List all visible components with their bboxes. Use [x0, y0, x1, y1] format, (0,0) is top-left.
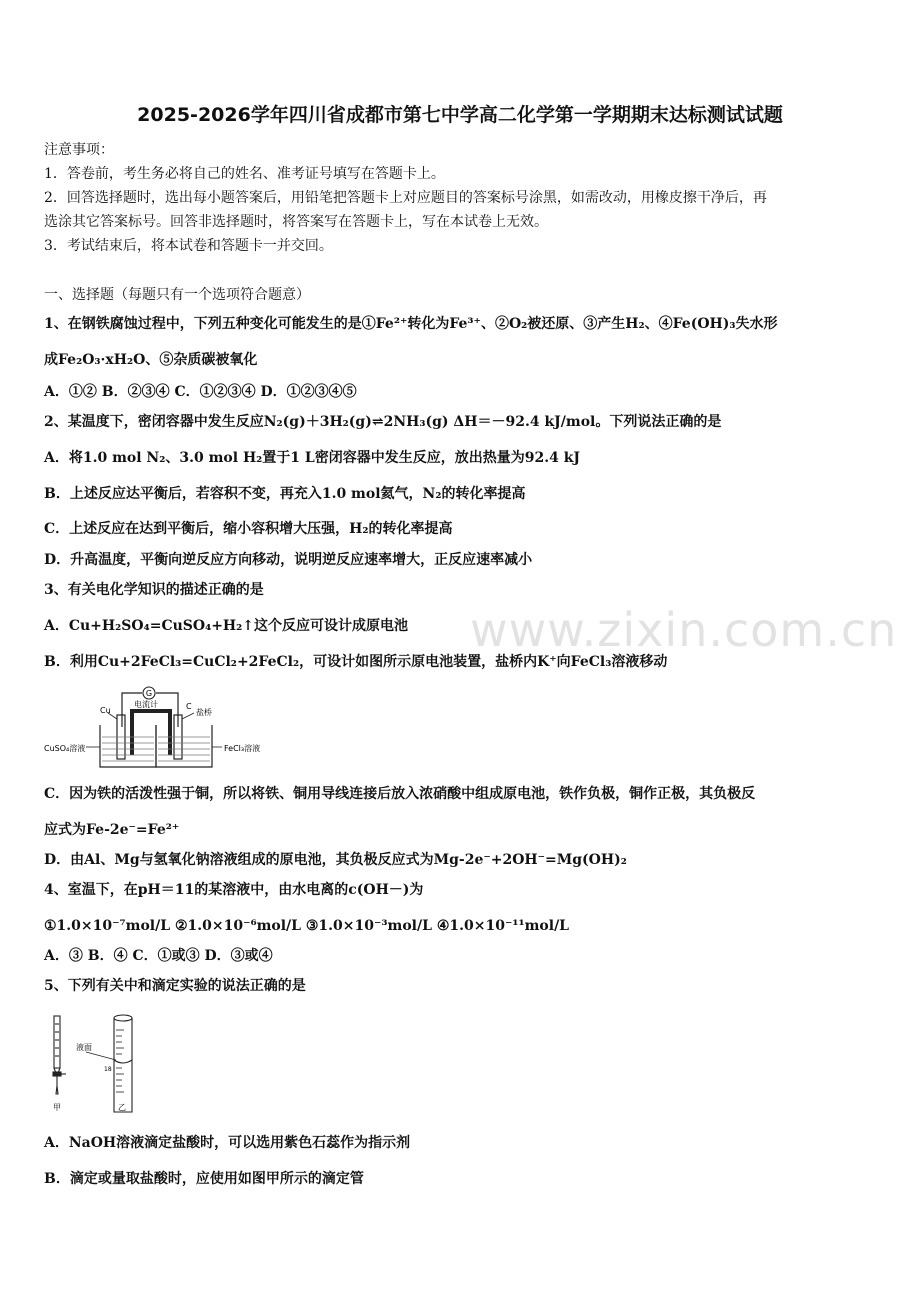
q3-option-c: C．因为铁的活泼性强于铜，所以将铁、铜用导线连接后放入浓硝酸中组成原电池，铁作负极，铜作正极，其负极反 [44, 786, 756, 802]
notice-item: 1．答卷前，考生务必将自己的姓名、准考证号填写在答题卡上。 [44, 166, 445, 182]
q1-stem-cont: 成Fe₂O₃·xH₂O、⑤杂质碳被氧化 [44, 352, 258, 368]
q3-option-b: B．利用Cu+2FeCl₃=CuCl₂+2FeCl₂，可设计如图所示原电池装置，盐桥内K⁺向FeCl₃溶液移动 [44, 654, 668, 670]
q1-stem: 1、在钢铁腐蚀过程中，下列五种变化可能发生的是①Fe²⁺转化为Fe³⁺、②O₂被还原、③产生H₂、④Fe(OH)₃失水形 [44, 316, 778, 332]
left-solution-label: CuSO₄溶液 [44, 744, 86, 753]
q5-option-a: A．NaOH溶液滴定盐酸时，可以选用紫色石蕊作为指示剂 [44, 1135, 411, 1151]
galvanometer-label: G [145, 689, 153, 698]
meter-label: 电流计 [134, 700, 158, 709]
q3-stem: 3、有关电化学知识的描述正确的是 [44, 582, 264, 598]
c-label: C [186, 702, 192, 711]
q4-options: A．③ B．④ C．①或③ D．③或④ [44, 948, 273, 964]
q3-option-d: D．由Al、Mg与氢氧化钠溶液组成的原电池，其负极反应式为Mg-2e⁻+2OH⁻=Mg(OH)₂ [44, 852, 627, 868]
q1-options: A．①② B．②③④ C．①②③④ D．①②③④⑤ [44, 384, 357, 400]
q3-option-c-cont: 应式为Fe-2e⁻=Fe²⁺ [44, 822, 180, 838]
q2-stem: 2、某温度下，密闭容器中发生反应N₂(g)＋3H₂(g)⇌2NH₃(g) ΔH＝－92.4 kJ/mol。下列说法正确的是 [44, 414, 722, 430]
q4-stem: 4、室温下，在pH＝11的某溶液中，由水电离的c(OH－)为 [44, 882, 424, 898]
q2-option-d: D．升高温度，平衡向逆反应方向移动，说明逆反应速率增大，正反应速率减小 [44, 552, 533, 568]
page-title: 2025-2026学年四川省成都市第七中学高二化学第一学期期末达标测试试题 [137, 104, 783, 126]
burette-figure [44, 1010, 154, 1118]
q5-option-b: B．滴定或量取盐酸时，应使用如图甲所示的滴定管 [44, 1171, 364, 1187]
notice-item: 3．考试结束后，将本试卷和答题卡一并交回。 [44, 238, 333, 254]
scale-mark: 18 [104, 1066, 112, 1073]
bridge-label: 盐桥 [196, 708, 212, 717]
cu-label: Cu [100, 706, 111, 715]
q4-choices: ①1.0×10⁻⁷mol/L ②1.0×10⁻⁶mol/L ③1.0×10⁻³mol/L ④1.0×10⁻¹¹mol/L [44, 918, 570, 934]
right-solution-label: FeCl₃溶液 [224, 744, 261, 753]
notice-item: 选涂其它答案标号。回答非选择题时，将答案写在答题卡上，写在本试卷上无效。 [44, 214, 548, 230]
q2-option-b: B．上述反应达平衡后，若容积不变，再充入1.0 mol氦气，N₂的转化率提高 [44, 486, 526, 502]
q2-option-a: A．将1.0 mol N₂、3.0 mol H₂置于1 L密闭容器中发生反应，放出热量为92.4 kJ [44, 450, 581, 466]
jia-label: 甲 [53, 1103, 61, 1112]
q2-option-c: C．上述反应在达到平衡后，缩小容积增大压强，H₂的转化率提高 [44, 521, 453, 537]
watermark: www.zixin.com.cn [470, 603, 898, 657]
galvanic-cell-figure [44, 685, 264, 775]
q3-option-a: A．Cu+H₂SO₄=CuSO₄+H₂↑这个反应可设计成原电池 [44, 618, 409, 634]
section-heading: 一、选择题（每题只有一个选项符合题意） [44, 287, 310, 303]
notice-item: 2．回答选择题时，选出每小题答案后，用铅笔把答题卡上对应题目的答案标号涂黑，如需改动，用橡皮擦干净后，再 [44, 190, 767, 206]
surface-label: 液面 [76, 1043, 92, 1052]
yi-label: 乙 [118, 1103, 126, 1112]
q5-stem: 5、下列有关中和滴定实验的说法正确的是 [44, 978, 306, 994]
notice-heading: 注意事项： [44, 142, 114, 158]
